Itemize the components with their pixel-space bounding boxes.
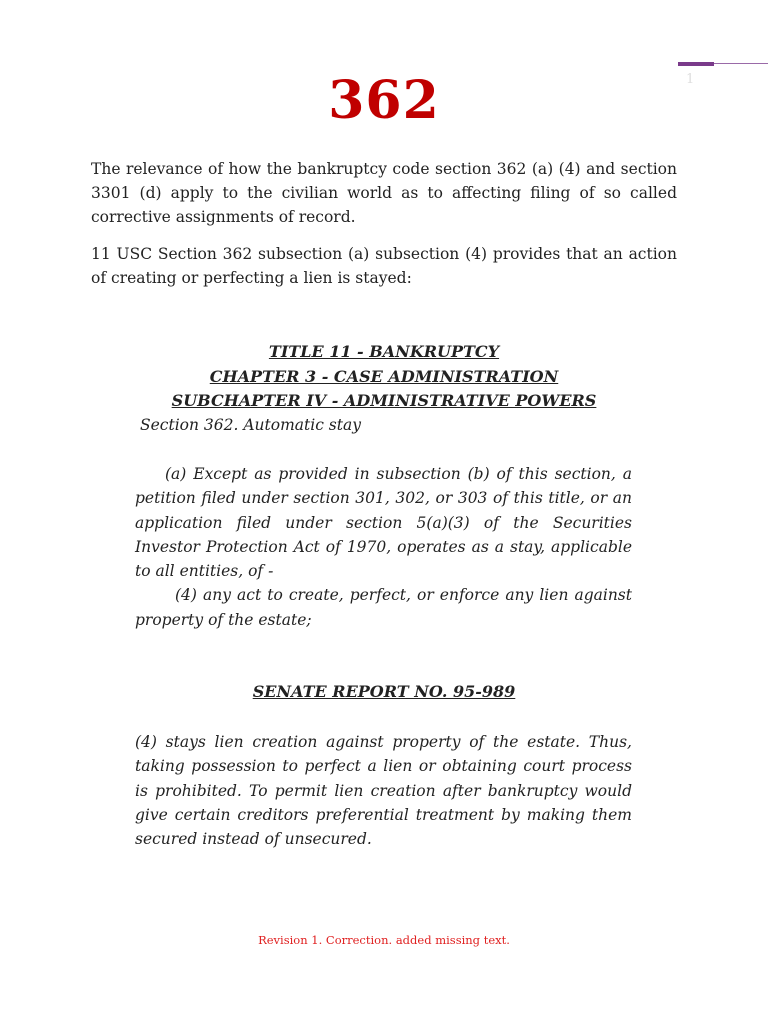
intro-paragraph: The relevance of how the bankruptcy code section 362 (a) (4) and section 3301 (d) apply to the civilian world as to affecting filing of so called corrective assignments of record. (91, 160, 677, 226)
statute-headings (0, 340, 768, 414)
title-heading: TITLE 11 - BANKRUPTCY (268, 342, 500, 361)
senate-report-heading: SENATE REPORT NO. 95-989 (252, 682, 516, 701)
statute-paragraph-4: (4) any act to create, perfect, or enforce any lien against property of the estate; (135, 586, 632, 629)
usc-paragraph: 11 USC Section 362 subsection (a) subsection (4) provides that an action of creating or perfecting a lien is stayed: (91, 245, 677, 287)
section-title: Section 362. Automatic stay (140, 416, 361, 434)
statute-subsection-a: (a) Except as provided in subsection (b) of this section, a petition filed under section 301, 302, or 303 of this title, or an application filed under section 5(a)(3) of the Securities Investor Protection Act of 1970, operates as a stay, applicable to all entities, of - (135, 465, 632, 581)
senate-report-text: (4) stays lien creation against property of the estate. Thus, taking possession to perfect a lien or obtaining court process is prohibited. To permit lien creation after bankruptcy would give certain creditors preferential treatment by making them secured instead of unsecured. (135, 733, 632, 849)
corner-accent-line (714, 63, 768, 64)
statute-quote (135, 462, 632, 632)
chapter-heading: CHAPTER 3 - CASE ADMINISTRATION (209, 366, 559, 386)
subchapter-heading: SUBCHAPTER IV - ADMINISTRATIVE POWERS (171, 391, 597, 410)
page-number: 1 (686, 72, 695, 87)
revision-note: Revision 1. Correction. added missing text. (258, 933, 510, 947)
document-title: 362 (328, 70, 440, 131)
